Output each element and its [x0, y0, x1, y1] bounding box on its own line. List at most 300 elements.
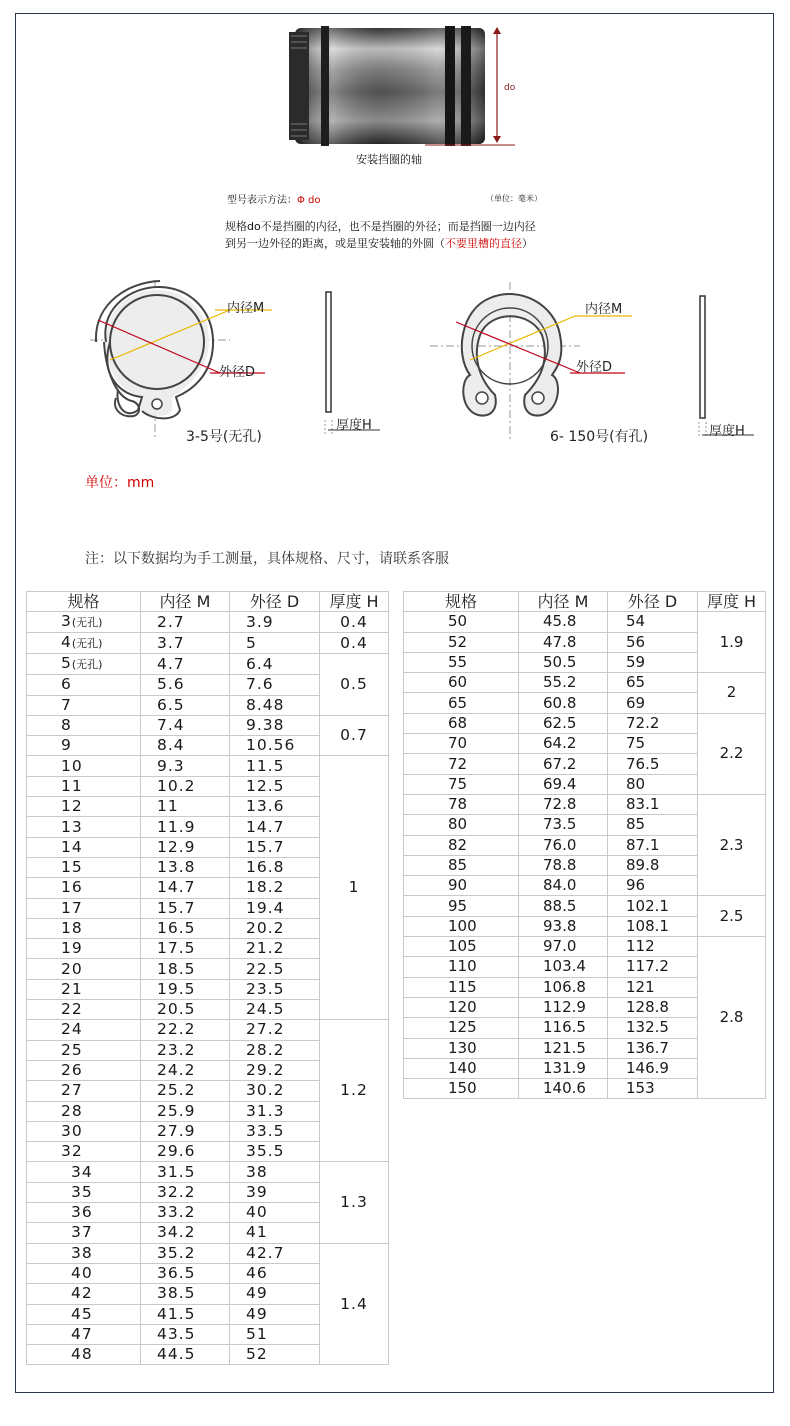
inner-diameter-cell: 64.2: [519, 734, 608, 754]
outer-diameter-cell: 42.7: [230, 1243, 320, 1263]
spec-cell: [27, 857, 141, 877]
spec-value: 3: [61, 612, 72, 631]
table-row: [27, 1243, 389, 1263]
spec-value: 130: [448, 1038, 477, 1057]
inner-diameter-cell: 3.7: [141, 633, 230, 654]
spec-cell: [27, 1243, 141, 1263]
outer-diameter-cell: 5: [230, 633, 320, 654]
outer-diameter-cell: 20.2: [230, 918, 320, 938]
outer-diameter-cell: 85: [608, 815, 698, 835]
inner-diameter-cell: 10.2: [141, 776, 230, 796]
spec-value: 16: [61, 878, 83, 897]
outer-diameter-cell: 41: [230, 1223, 320, 1243]
spec-cell: [404, 1038, 519, 1058]
thickness-cell: 2.5: [698, 896, 766, 937]
inner-diameter-cell: 23.2: [141, 1040, 230, 1060]
inner-diameter-cell: 47.8: [519, 632, 608, 652]
spec-value: 47: [71, 1324, 93, 1343]
table-row: [404, 937, 766, 957]
outer-diameter-cell: 18.2: [230, 878, 320, 898]
inner-diameter-cell: 72.8: [519, 794, 608, 814]
spec-cell: [404, 1079, 519, 1099]
outer-diameter-cell: 72.2: [608, 713, 698, 733]
outer-diameter-cell: 39: [230, 1182, 320, 1202]
outer-diameter-cell: 128.8: [608, 997, 698, 1017]
thickness-cell: 0.4: [320, 633, 389, 654]
inner-diameter-cell: 8.4: [141, 736, 230, 756]
spec-value: 50: [448, 612, 468, 631]
photo-caption: 安装挡圈的轴: [356, 153, 422, 166]
header-outer: 外径 D: [230, 592, 320, 612]
spec-cell: [27, 633, 141, 654]
spec-note: (无孔): [71, 658, 103, 672]
outer-diameter-cell: 11.5: [230, 756, 320, 776]
outer-diameter-cell: 51: [230, 1324, 320, 1344]
spec-value: 9: [61, 736, 72, 755]
spec-table-right: [403, 591, 766, 1099]
spec-cell: [404, 754, 519, 774]
spec-cell: [27, 1162, 141, 1182]
outer-diameter-cell: 112: [608, 937, 698, 957]
spec-value: 13: [61, 817, 83, 836]
thickness-cell: 2.2: [698, 713, 766, 794]
thickness-cell: 1.2: [320, 1020, 389, 1162]
header-spec: 规格: [27, 592, 141, 612]
spec-cell: [404, 652, 519, 672]
spec-cell: [404, 835, 519, 855]
table-row: [404, 794, 766, 814]
spec-cell: [27, 1345, 141, 1365]
outer-diameter-cell: 75: [608, 734, 698, 754]
inner-diameter-cell: 6.5: [141, 695, 230, 715]
desc-line-2: 到另一边外径的距离，或是里安装轴的外圆（不要里槽的直径）: [225, 237, 533, 250]
unit-small: （单位：毫米）: [486, 194, 542, 203]
spec-cell: [404, 937, 519, 957]
header-outer: 外径 D: [608, 592, 698, 612]
right-range-label: 6- 150号(有孔): [550, 429, 649, 445]
header-spec: 规格: [404, 592, 519, 612]
outer-diameter-cell: 49: [230, 1304, 320, 1324]
model-label: 型号表示方法：: [227, 195, 297, 206]
spec-value: 32: [61, 1142, 83, 1161]
spec-value: 60: [448, 673, 468, 692]
spec-cell: [27, 1040, 141, 1060]
spec-value: 150: [448, 1079, 477, 1098]
outer-diameter-cell: 54: [608, 612, 698, 632]
inner-diameter-cell: 14.7: [141, 878, 230, 898]
inner-diameter-cell: 44.5: [141, 1345, 230, 1365]
inner-diameter-cell: 33.2: [141, 1203, 230, 1223]
left-outer-label: 外径D: [219, 365, 256, 380]
spec-cell: [27, 1081, 141, 1101]
inner-diameter-cell: 25.9: [141, 1101, 230, 1121]
inner-diameter-cell: 106.8: [519, 977, 608, 997]
outer-diameter-cell: 10.56: [230, 736, 320, 756]
spec-cell: [27, 1304, 141, 1324]
outer-diameter-cell: 132.5: [608, 1018, 698, 1038]
spec-note: (无孔): [71, 616, 103, 630]
inner-diameter-cell: 25.2: [141, 1081, 230, 1101]
outer-diameter-cell: 6.4: [230, 654, 320, 675]
inner-diameter-cell: 22.2: [141, 1020, 230, 1040]
outer-diameter-cell: 21.2: [230, 939, 320, 959]
spec-cell: [404, 713, 519, 733]
spec-cell: [27, 1060, 141, 1080]
inner-diameter-cell: 7.4: [141, 715, 230, 735]
spec-cell: [27, 654, 141, 675]
outer-diameter-cell: 27.2: [230, 1020, 320, 1040]
inner-diameter-cell: 67.2: [519, 754, 608, 774]
spec-value: 140: [448, 1058, 477, 1077]
spec-value: 45: [71, 1304, 93, 1323]
spec-cell: [27, 675, 141, 695]
model-symbol: Φ do: [297, 195, 321, 206]
inner-diameter-cell: 31.5: [141, 1162, 230, 1182]
spec-cell: [404, 997, 519, 1017]
header-thickness: 厚度 H: [320, 592, 389, 612]
inner-diameter-cell: 16.5: [141, 918, 230, 938]
spec-cell: [27, 1284, 141, 1304]
spec-cell: [27, 1263, 141, 1283]
spec-cell: [404, 916, 519, 936]
spec-value: 78: [448, 795, 468, 814]
outer-diameter-cell: 3.9: [230, 612, 320, 633]
spec-value: 48: [71, 1345, 93, 1364]
inner-diameter-cell: 12.9: [141, 837, 230, 857]
outer-diameter-cell: 13.6: [230, 797, 320, 817]
outer-diameter-cell: 59: [608, 652, 698, 672]
inner-diameter-cell: 11: [141, 797, 230, 817]
outer-diameter-cell: 23.5: [230, 979, 320, 999]
outer-diameter-cell: 136.7: [608, 1038, 698, 1058]
spec-value: 6: [61, 675, 72, 694]
spec-cell: [27, 898, 141, 918]
inner-diameter-cell: 29.6: [141, 1142, 230, 1162]
unit-label: 单位：mm: [85, 475, 155, 491]
spec-value: 10: [61, 756, 83, 775]
spec-cell: [27, 797, 141, 817]
inner-diameter-cell: 2.7: [141, 612, 230, 633]
inner-diameter-cell: 9.3: [141, 756, 230, 776]
inner-diameter-cell: 140.6: [519, 1079, 608, 1099]
outer-diameter-cell: 89.8: [608, 855, 698, 875]
spec-cell: [404, 632, 519, 652]
inner-diameter-cell: 11.9: [141, 817, 230, 837]
table-header-row: [404, 592, 766, 612]
spec-cell: [27, 939, 141, 959]
left-inner-label: 内径M: [227, 301, 265, 316]
inner-diameter-cell: 60.8: [519, 693, 608, 713]
inner-diameter-cell: 18.5: [141, 959, 230, 979]
spec-cell: [27, 1142, 141, 1162]
inner-diameter-cell: 20.5: [141, 1000, 230, 1020]
outer-diameter-cell: 65: [608, 673, 698, 693]
spec-cell: [404, 1018, 519, 1038]
inner-diameter-cell: 15.7: [141, 898, 230, 918]
spec-cell: [404, 896, 519, 916]
spec-cell: [404, 734, 519, 754]
thickness-cell: 0.4: [320, 612, 389, 633]
outer-diameter-cell: 69: [608, 693, 698, 713]
thickness-cell: 0.7: [320, 715, 389, 756]
outer-diameter-cell: 9.38: [230, 715, 320, 735]
spec-value: 18: [61, 919, 83, 937]
spec-value: 19: [61, 939, 83, 958]
inner-diameter-cell: 88.5: [519, 896, 608, 916]
outer-diameter-cell: 96: [608, 876, 698, 896]
outer-diameter-cell: 56: [608, 632, 698, 652]
desc-line-1: 规格do不是挡圈的内径，也不是挡圈的外径；而是挡圈一边内径: [225, 220, 536, 233]
inner-diameter-cell: 27.9: [141, 1121, 230, 1141]
spec-value: 125: [448, 1018, 477, 1037]
outer-diameter-cell: 15.7: [230, 837, 320, 857]
spec-value: 40: [71, 1264, 93, 1283]
outer-diameter-cell: 80: [608, 774, 698, 794]
inner-diameter-cell: 32.2: [141, 1182, 230, 1202]
spec-cell: [27, 1223, 141, 1243]
inner-diameter-cell: 45.8: [519, 612, 608, 632]
spec-cell: [404, 774, 519, 794]
spec-cell: [404, 673, 519, 693]
right-thickness-label: 厚度H: [709, 424, 745, 439]
table-row: [404, 673, 766, 693]
spec-value: 110: [448, 957, 477, 976]
spec-cell: [404, 855, 519, 875]
spec-value: 36: [71, 1203, 93, 1222]
inner-diameter-cell: 34.2: [141, 1223, 230, 1243]
spec-value: 37: [71, 1223, 93, 1242]
spec-value: 95: [448, 896, 468, 915]
spec-value: 8: [61, 716, 72, 735]
outer-diameter-cell: 87.1: [608, 835, 698, 855]
inner-diameter-cell: 78.8: [519, 855, 608, 875]
table-row: [27, 1162, 389, 1182]
spec-value: 120: [448, 998, 477, 1017]
spec-table-left: [26, 591, 389, 1365]
spec-cell: [404, 794, 519, 814]
spec-cell: [27, 837, 141, 857]
left-range-label: 3-5号(无孔): [186, 429, 262, 445]
header-inner: 内径 M: [141, 592, 230, 612]
outer-diameter-cell: 83.1: [608, 794, 698, 814]
spec-cell: [27, 736, 141, 756]
spec-cell: [27, 756, 141, 776]
spec-value: 80: [448, 815, 468, 834]
inner-diameter-cell: 121.5: [519, 1038, 608, 1058]
spec-cell: [404, 815, 519, 835]
spec-cell: [404, 977, 519, 997]
inner-diameter-cell: 50.5: [519, 652, 608, 672]
inner-diameter-cell: 73.5: [519, 815, 608, 835]
inner-diameter-cell: 24.2: [141, 1060, 230, 1080]
table-row: [27, 612, 389, 633]
outer-diameter-cell: 117.2: [608, 957, 698, 977]
spec-value: 38: [71, 1243, 93, 1262]
spec-note: (无孔): [71, 637, 103, 651]
spec-cell: [404, 693, 519, 713]
outer-diameter-cell: 14.7: [230, 817, 320, 837]
spec-cell: [404, 876, 519, 896]
header-thickness: 厚度 H: [698, 592, 766, 612]
table-row: [27, 633, 389, 654]
thickness-cell: 2: [698, 673, 766, 714]
inner-diameter-cell: 4.7: [141, 654, 230, 675]
spec-value: 90: [448, 876, 468, 895]
spec-value: 55: [448, 653, 468, 672]
spec-cell: [27, 776, 141, 796]
spec-cell: [27, 817, 141, 837]
outer-diameter-cell: 52: [230, 1345, 320, 1365]
inner-diameter-cell: 76.0: [519, 835, 608, 855]
spec-value: 14: [61, 837, 83, 856]
spec-value: 42: [71, 1284, 93, 1303]
spec-value: 65: [448, 693, 468, 712]
spec-cell: [27, 959, 141, 979]
outer-diameter-cell: 49: [230, 1284, 320, 1304]
spec-cell: [27, 695, 141, 715]
spec-cell: [404, 957, 519, 977]
spec-value: 12: [61, 797, 83, 816]
outer-diameter-cell: 153: [608, 1079, 698, 1099]
spec-cell: [27, 1101, 141, 1121]
inner-diameter-cell: 38.5: [141, 1284, 230, 1304]
spec-cell: [27, 1203, 141, 1223]
header-inner: 内径 M: [519, 592, 608, 612]
spec-cell: [27, 1000, 141, 1020]
table-row: [27, 715, 389, 735]
table-row: [404, 612, 766, 632]
outer-diameter-cell: 24.5: [230, 1000, 320, 1020]
left-thickness-label: 厚度H: [336, 418, 372, 433]
outer-diameter-cell: 108.1: [608, 916, 698, 936]
outer-diameter-cell: 28.2: [230, 1040, 320, 1060]
spec-cell: [404, 612, 519, 632]
outer-diameter-cell: 76.5: [608, 754, 698, 774]
dim-label-do: do: [504, 83, 516, 93]
spec-cell: [27, 918, 141, 938]
inner-diameter-cell: 93.8: [519, 916, 608, 936]
right-outer-label: 外径D: [576, 360, 613, 375]
thickness-cell: 0.5: [320, 654, 389, 716]
inner-diameter-cell: 13.8: [141, 857, 230, 877]
outer-diameter-cell: 7.6: [230, 675, 320, 695]
spec-value: 15: [61, 858, 83, 877]
table-row: [27, 1020, 389, 1040]
spec-cell: [27, 1324, 141, 1344]
outer-diameter-cell: 121: [608, 977, 698, 997]
spec-value: 115: [448, 977, 477, 996]
spec-value: 27: [61, 1081, 83, 1100]
spec-cell: [27, 1182, 141, 1202]
outer-diameter-cell: 19.4: [230, 898, 320, 918]
inner-diameter-cell: 84.0: [519, 876, 608, 896]
model-notation: [227, 191, 321, 206]
inner-diameter-cell: 55.2: [519, 673, 608, 693]
inner-diameter-cell: 35.2: [141, 1243, 230, 1263]
spec-value: 5: [61, 654, 72, 673]
outer-diameter-cell: 8.48: [230, 695, 320, 715]
spec-value: 100: [448, 916, 477, 935]
table-row: [27, 654, 389, 675]
inner-diameter-cell: 112.9: [519, 997, 608, 1017]
spec-value: 30: [61, 1121, 83, 1140]
spec-value: 17: [61, 898, 83, 917]
thickness-cell: 2.3: [698, 794, 766, 895]
spec-value: 85: [448, 856, 468, 874]
inner-diameter-cell: 5.6: [141, 675, 230, 695]
spec-value: 105: [448, 937, 477, 956]
table-header-row: [27, 592, 389, 612]
inner-diameter-cell: 19.5: [141, 979, 230, 999]
spec-value: 11: [61, 776, 83, 795]
outer-diameter-cell: 22.5: [230, 959, 320, 979]
spec-value: 70: [448, 734, 468, 753]
table-row: [404, 896, 766, 916]
spec-value: 72: [448, 754, 468, 773]
spec-value: 68: [448, 713, 468, 732]
note-text: 注：以下数据均为手工测量，具体规格、尺寸，请联系客服: [85, 551, 449, 567]
outer-diameter-cell: 40: [230, 1203, 320, 1223]
spec-value: 52: [448, 632, 468, 651]
outer-diameter-cell: 29.2: [230, 1060, 320, 1080]
spec-cell: [27, 878, 141, 898]
inner-diameter-cell: 62.5: [519, 713, 608, 733]
spec-value: 28: [61, 1101, 83, 1120]
spec-cell: [27, 979, 141, 999]
thickness-cell: 1: [320, 756, 389, 1020]
spec-cell: [27, 1020, 141, 1040]
outer-diameter-cell: 30.2: [230, 1081, 320, 1101]
inner-diameter-cell: 69.4: [519, 774, 608, 794]
inner-diameter-cell: 43.5: [141, 1324, 230, 1344]
spec-value: 4: [61, 633, 72, 652]
outer-diameter-cell: 102.1: [608, 896, 698, 916]
outer-diameter-cell: 38: [230, 1162, 320, 1182]
spec-value: 7: [61, 695, 72, 714]
spec-value: 75: [448, 774, 468, 793]
spec-value: 26: [61, 1061, 83, 1080]
spec-value: 35: [71, 1182, 93, 1201]
thickness-cell: 1.4: [320, 1243, 389, 1365]
thickness-cell: 1.9: [698, 612, 766, 673]
spec-value: 34: [71, 1162, 93, 1181]
spec-cell: [404, 1058, 519, 1078]
spec-cell: [27, 612, 141, 633]
thickness-cell: 1.3: [320, 1162, 389, 1243]
outer-diameter-cell: 146.9: [608, 1058, 698, 1078]
inner-diameter-cell: 97.0: [519, 937, 608, 957]
inner-diameter-cell: 17.5: [141, 939, 230, 959]
thickness-cell: 2.8: [698, 937, 766, 1099]
spec-value: 21: [61, 979, 83, 998]
shaft-photo: [285, 24, 525, 150]
spec-cell: [27, 715, 141, 735]
outer-diameter-cell: 33.5: [230, 1121, 320, 1141]
spec-cell: [27, 1121, 141, 1141]
outer-diameter-cell: 35.5: [230, 1142, 320, 1162]
table-row: [27, 756, 389, 776]
inner-diameter-cell: 116.5: [519, 1018, 608, 1038]
inner-diameter-cell: 131.9: [519, 1058, 608, 1078]
spec-value: 24: [61, 1020, 83, 1039]
outer-diameter-cell: 16.8: [230, 857, 320, 877]
right-inner-label: 内径M: [585, 302, 623, 317]
inner-diameter-cell: 103.4: [519, 957, 608, 977]
spec-value: 20: [61, 959, 83, 978]
table-row: [404, 713, 766, 733]
inner-diameter-cell: 41.5: [141, 1304, 230, 1324]
outer-diameter-cell: 12.5: [230, 776, 320, 796]
